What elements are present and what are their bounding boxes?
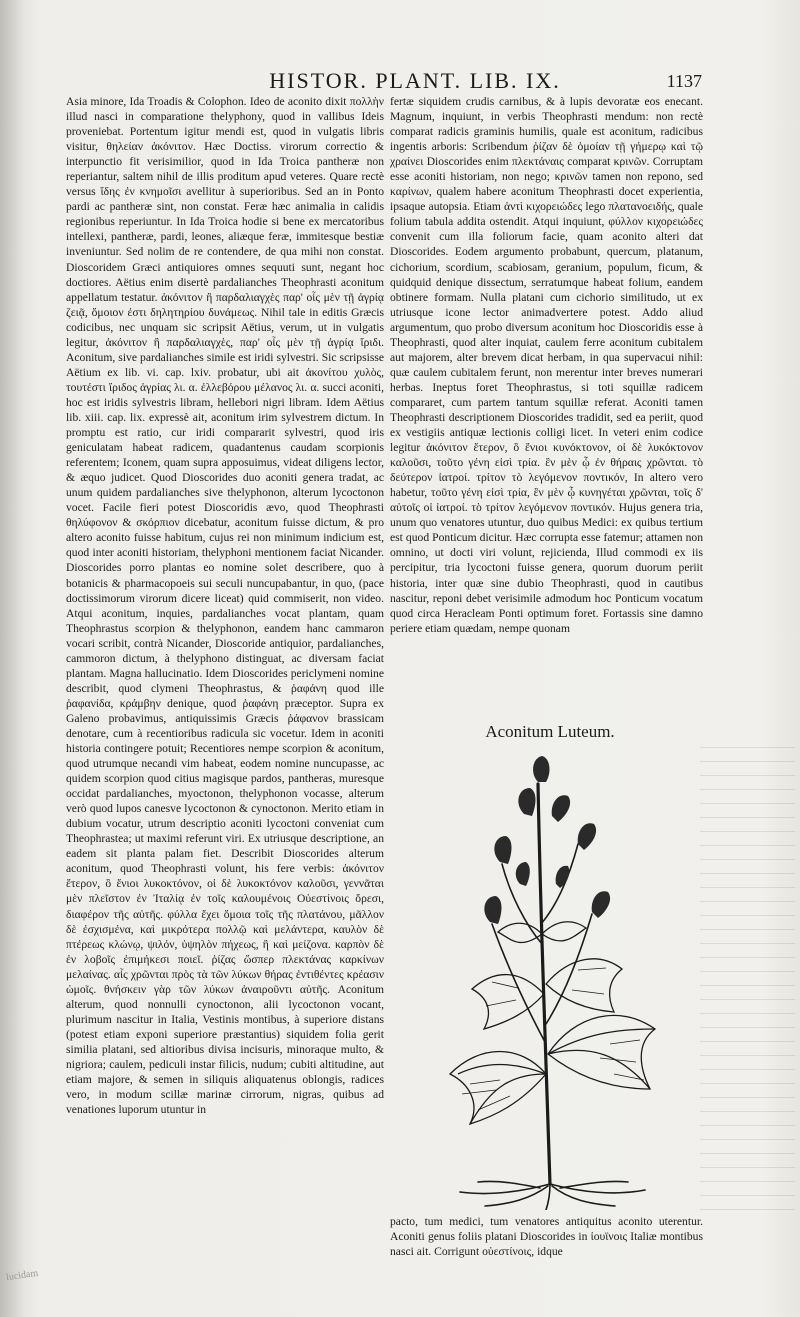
- plant-illustration: [400, 716, 700, 1212]
- show-through-text: [700, 740, 795, 1210]
- aconitum-woodcut-icon: [400, 744, 700, 1210]
- page-number: 1137: [666, 71, 702, 91]
- margin-note: lucidam: [5, 1267, 39, 1284]
- running-head: HISTOR. PLANT. LIB. IX.: [269, 68, 561, 93]
- paragraph-right-bottom: pacto, tum medici, tum venatores antiquitus aconito uterentur. Aconiti genus foliis platani Dioscorides in ἰουϊνοις Italiæ montibus nasci ait. Corrigunt οὐεστίνοις, idque: [390, 1215, 703, 1259]
- text-column-right-top: [390, 94, 703, 704]
- paragraph-left: Asia minore, Ida Troadis & Colophon. Ideo de aconito dixit πολλὴν illud nasci in comparatione thelyphony, quod in vallibus Ideis proveniebat. Portentum igitur mendi est, quod in vulgatis libris visitur, θηλείαν ἀκόνιτον. Hæc Doctiss. virorum correctio & interpunctio fit verisimilior, quod in Ida Troica pantheræ non reperiantur, saltem nihil de illis proditum apud veteres. Quare rectè versus ἴδης ἐν κνημοῖσι avellitur à superioribus. Sed an in Ponto pardi ac pantheræ sint, non constat. Feræ hæc animalia in calidis regionibus reperiuntur. In Ida Troica hodie si bene ex mercatoribus intellexi, pantheræ, pardi, leones, aliæque feræ, immitesque bestiæ inveniuntur. Sed nolim de re contendere, de qua mihi non constat. Dioscoridem Græci antiquiores omnes sequuti sunt, negant hoc doctiores. Aëtius enim disertè pardalianches Theophrasti aconitum appellatum testatur. ἀκόνιτον ἢ παρδαλιαγχὲς παρ' οἷς μὲν τῇ ἀγρίᾳ ζειᾷ, ὅμοιον ἐστι δηλητηρίου δυνάμεως. Nihil tale in editis Græcis codicibus, nec unquam sic scripsit Aëtius, verum, ut in vulgatis legitur, ἀκόνιτον ἢ παρδαλιαγχὲς, παρ' οἷς μὲν τῇ ἀγρίᾳ ἴριδι. Aconitum, sive pardalianches simile est iridi sylvestri. Sic scripsisse Aëtium ex lib. vi. cap. lxiv. probatur, ubi ait ἀκονίτου χυλὸς, τουτέστι ἴριδος ἀγρίας λι. α. ἐλλεβόρου μέλανος λι. α. succi aconiti, hoc est iridis sylvestris libram, hellebori nigri libram. Idem Aëtius lib. xiii. cap. lix. expressè ait, aconitum irim sylvestrem dictum. In promptu est ratio, cur iridi compararit sylvestri, quod iris geniculatam habeat radicem, quadantenus caudam scorpionis referentem; Iconem, quam supra apposuimus, videat diligens lector, & æquo judicet. Quod Dioscorides duo aconiti genera tradat, ac unum quidem pardalianches sive thelyphonon, alterum lycoctonon vocet. Facile fieri potest Dioscoridis ævo, quod Theophrasti θηλύφονον & σκόρπιον dicebatur, aconitum fuisse dictum, & pro altero aconito fuisse habitum, cujus rei non minimum indicium est, quod inter aconiti historiam, thelyphoni mentionem faciat Nicander. Dioscorides porro plantas eo nomine solet describere, quo à botanicis & pharmacopoeis sui seculi nuncupabantur, in quo, (pace doctissimorum virorum dicere liceat) quid commiserit, non video. Atqui aconitum, inquies, pardalianches vocat plantam, quam Theophrastus scorpion & thelyphonon, eandem hanc cammaron vocari scribit, contrà Nicander, Dioscoride antiquior, pardalianches, cammoron dictum, à thelyphono distinguat, ac diversam faciat plantam. Magna hallucinatio. Idem Dioscorides periclymeni nomine describit, quod clymeni Theophrastus, & ῥαφάνη quod ille ῥαφανίδα, κράμβην denique, quod ῥαφάνη præceptor. Supra ex Galeno probavimus, antiquissimis Græcis ῥάφανον brassicam denotare, cum à recentioribus radicula sic vocetur. Idem in aconiti historia contingere potuit; Recentiores nempe scorpion & aconitum, quod utrumque necandi vim habeat, eodem nomine nuncupasse, ac quidem scorpion quod citius magisque pardos, pantheras, muresque occidat pardalianches, myoctonon, thelyphonon vocasse, alterum verò quod lupos canesve lycoctonon & cynoctonon. Merito etiam in dubium vocatur, utrum descriptio aconiti lycoctoni conveniat cum Theophrastea; ut maximi referunt viri. Ex utriusque descriptione, an eadem sit planta palam fiet. Describit Dioscorides alterum aconitum, quod Theophrasti volunt, his fere verbis: ἀκόνιτον ἕτερον, ὃ ἔνιοι λυκοκτόνον, οἱ δὲ λυκοκτόνον καλοῦσι, γεννᾶται μὲν πλεῖστον ἐν Ἰταλίᾳ ἐν τοῖς καλουμένοις Οὐεστίνοις ὄρεσι, διαφέρον τῆς αὐτῆς. φύλλα ἔχει ὅμοια τοῖς τῆς πλατάνου, μᾶλλον δὲ ἐσχισμένα, καὶ μικρότερα πολλῷ καὶ μελάντερα, καυλὸν δὲ πτέρεως κλώνῳ, ψιλόν, ὑψηλὸν πήχεως, ἢ καὶ μείζονα. καρπὸν δὲ ἐν λοβοῖς ἐπιμήκεσι ποιεῖ. ῥίζας ὥσπερ πλεκτάνας καρκίνων μελαίνας. αἷς χρῶνται πρὸς τὰ τῶν λύκων θήρας ἐντιθέντες κρέασιν ὠμοῖς. θνήσκειν γὰρ τῶν λύκων ἀναιροῦντι αὐτῆς. Aconitum alterum, quod nonnulli cynoctonon, alii lycoctonon vocant, plurimum nascitur in Italia, Vestinis montibus, à superiore distans (potest etiam exponi superiore præstantius) siquidem folia gerit similia platani, sed altioribus divisa incisuris, minoraque multo, & nigriora; caulem, pediculi instar filicis, nudum; cubiti altitudine, aut etiam majore, & semen in siliquis aliquatenus oblongis, radices vero, in modum scillæ marinæ cirrorum, nigras, quibus ad venationes luporum utuntur in: [66, 95, 384, 1117]
- text-column-right-bottom: [390, 1214, 703, 1280]
- paragraph-right-top: fertæ siquidem crudis carnibus, & à lupis devoratæ eos enecant. Magnum, inquiunt, in verbis Theophrasti mendum: non rectè comparat radicis graminis humilis, quale est aconitum, radicibus ingentis arboris: Scribendum ῥίζαν δὲ ὁμοίαν τῇ γήμερῳ καὶ τῷ χραίνει Dioscorides enim πλεκτάναις comparat κρινῶν. Corruptam esse aconiti historiam, non nego; κρινῶν tamen non repono, sed καρίνων, qualem habere aconitum Theophrasti docet experientia, ipsaque autopsia. Etiam ἀντὶ κιχορειώδες lego πλατανοειδής, quale folium tabula addita ostendit. Atqui inquiunt, φύλλον κιχορειώδες convenit cum illa foliorum facie, quam aconito alteri dat Dioscorides. Eodem argumento probabunt, quercum, platanum, cichorium, scordium, scabiosam, geranium, populum, ficum, & quidquid denique dissectum, serratumque habeat folium, eandem obtinere formam. Nulla platani cum cichorio similitudo, ut ex utriusque icone lector animadvertere potest. Addo aliud argumentum, quo probo diversum aconitum hoc Dioscoridis esse à Theophrasti, quod alter inquiat, caulem ferre aconitum cubitalem aut majorem, alter brevem dicat herbam, in qua supervacui nihil: quæ caulem cubitalem ferunt, non merentur inter breves numerari herbas. Ineptus foret Theophrastus, si toti squillæ radicem compararet, cum partem tantum squillæ referat. Aconiti tamen Theophrasti descriptionem Dioscorides tradidit, sed ea periit, quod ex vestigiis antiquæ lectionis colligi licet. In veteri enim codice legitur ἀκόνιτον ἕτερον, ὃ ἔνιοι κυνόκτονον, οἱ δὲ λυκόκτονον καλοῦσι, τοῦτο γένη εἰσὶ τρία. ἓν μὲν ᾧ ἐν θήραις χρῶνται. τὸ δεύτερον ἰατροί. τρίτον τὸ λεγόμενον ποντικόν, In altero vero habetur, τοῦτο γένη εἰσὶ τρία, ἓν μὲν ᾧ κυνηγέται χρῶνται, τοῖς δ' αὐτοῖς οἱ ἰατροί. τὸ τρίτον λεγόμενον ποντικόν. Hujus genera tria, unum quo venatores utuntur, duo quibus Medici: ex quibus tertium est quod Ponticum dicitur. Hæc corrupta esse fatemur; attamen non omnino, ut docti viri volunt, rejicienda, Illud commodi ex iis percipitur, tria lycoctoni fuisse genera, quorum duorum periit historia, inter quæ sine dubio Theophrasti, quod in cautibus nascitur, reponi debet verisimile admodum hoc Ponticum vocatum quod circa Heracleam Ponti optimum foret. Fortassis sine damno periere etiam quædam, nempe quonam: [390, 95, 703, 635]
- gutter-shadow: [0, 0, 26, 1317]
- figure-caption: Aconitum Luteum.: [485, 722, 615, 741]
- text-column-left: [66, 94, 384, 1269]
